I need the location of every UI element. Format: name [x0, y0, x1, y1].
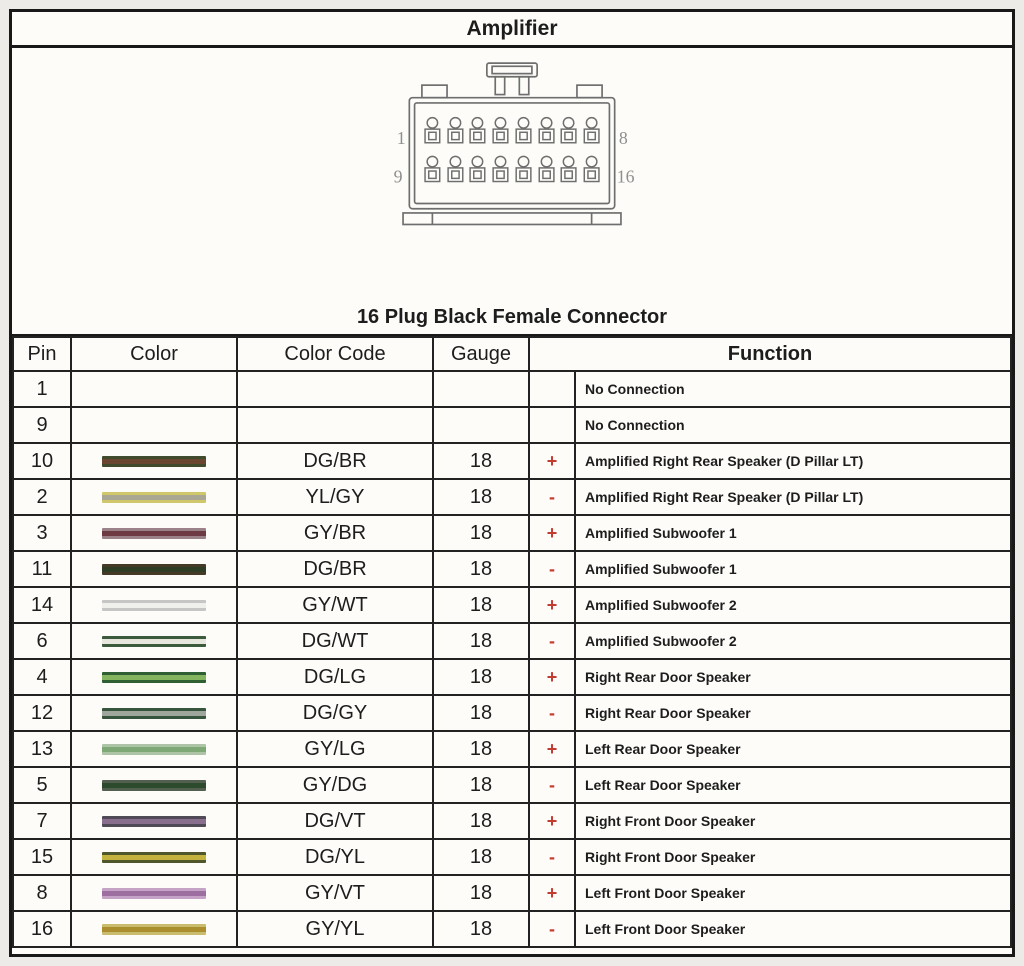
table-row [13, 371, 1011, 407]
pin-number: 6 [13, 623, 71, 659]
gauge-value: 18 [433, 839, 529, 875]
polarity-sign: - [529, 911, 575, 947]
table-row [13, 803, 1011, 839]
pin-number: 3 [13, 515, 71, 551]
table-row [13, 731, 1011, 767]
table-row [13, 407, 1011, 443]
pin-label-9: 9 [393, 166, 403, 187]
color-code: GY/VT [237, 875, 433, 911]
function-label: Left Rear Door Speaker [575, 731, 1011, 767]
color-code: GY/WT [237, 587, 433, 623]
pin-number: 4 [13, 659, 71, 695]
gauge-value: 18 [433, 659, 529, 695]
wire-color-swatch [102, 600, 206, 611]
gauge-value: 18 [433, 911, 529, 947]
table-row [13, 911, 1011, 947]
wire-color-cell [71, 371, 237, 407]
header-row [13, 337, 1011, 371]
color-code: DG/WT [237, 623, 433, 659]
wire-color-cell [71, 695, 237, 731]
connector-section [12, 48, 1012, 336]
pin-label-1: 1 [396, 127, 406, 148]
color-code [237, 371, 433, 407]
table-row [13, 587, 1011, 623]
wire-color-swatch [102, 888, 206, 899]
wire-color-swatch [102, 852, 206, 863]
table-row [13, 767, 1011, 803]
color-code: DG/VT [237, 803, 433, 839]
table-row [13, 659, 1011, 695]
color-code: DG/LG [237, 659, 433, 695]
color-code: GY/LG [237, 731, 433, 767]
wire-color-swatch [102, 492, 206, 503]
pin-number: 12 [13, 695, 71, 731]
connector-caption: 16 Plug Black Female Connector [356, 306, 668, 328]
wire-color-swatch [102, 708, 206, 719]
wire-color-cell [71, 479, 237, 515]
wire-color-swatch [102, 564, 206, 575]
pin-number: 2 [13, 479, 71, 515]
color-code: GY/DG [237, 767, 433, 803]
amplifier-title: Amplifier [12, 12, 1012, 48]
pinout-table [12, 336, 1012, 948]
polarity-sign: + [529, 731, 575, 767]
table-row [13, 443, 1011, 479]
wire-color-swatch [102, 780, 206, 791]
table-row [13, 839, 1011, 875]
polarity-sign: + [529, 587, 575, 623]
connector-diagram [386, 60, 638, 236]
function-label: Left Front Door Speaker [575, 911, 1011, 947]
polarity-sign [529, 371, 575, 407]
wire-color-swatch [102, 816, 206, 827]
function-label: Amplified Subwoofer 2 [575, 623, 1011, 659]
table-row [13, 623, 1011, 659]
color-code: DG/YL [237, 839, 433, 875]
function-label: Right Front Door Speaker [575, 803, 1011, 839]
color-code: DG/BR [237, 551, 433, 587]
pin-number: 15 [13, 839, 71, 875]
pin-number: 5 [13, 767, 71, 803]
wire-color-cell [71, 551, 237, 587]
function-label: No Connection [575, 407, 1011, 443]
header-gauge: Gauge [433, 337, 529, 371]
color-code: DG/BR [237, 443, 433, 479]
function-label: Amplified Right Rear Speaker (D Pillar LT) [575, 443, 1011, 479]
wire-color-swatch [102, 528, 206, 539]
gauge-value: 18 [433, 587, 529, 623]
polarity-sign [529, 407, 575, 443]
header-color-code: Color Code [237, 337, 433, 371]
polarity-sign: + [529, 659, 575, 695]
function-label: Amplified Subwoofer 1 [575, 551, 1011, 587]
table-row [13, 695, 1011, 731]
polarity-sign: + [529, 803, 575, 839]
pin-number: 14 [13, 587, 71, 623]
function-label: Right Front Door Speaker [575, 839, 1011, 875]
gauge-value: 18 [433, 479, 529, 515]
color-code [237, 407, 433, 443]
pin-number: 1 [13, 371, 71, 407]
polarity-sign: + [529, 875, 575, 911]
wire-color-cell [71, 803, 237, 839]
polarity-sign: - [529, 479, 575, 515]
polarity-sign: - [529, 767, 575, 803]
polarity-sign: + [529, 443, 575, 479]
wire-color-swatch [102, 636, 206, 647]
pin-number: 11 [13, 551, 71, 587]
wiring-diagram-sheet [9, 9, 1015, 957]
connector-body [403, 63, 621, 224]
color-code: YL/GY [237, 479, 433, 515]
wire-color-cell [71, 623, 237, 659]
pin-number: 16 [13, 911, 71, 947]
gauge-value: 18 [433, 695, 529, 731]
wire-color-cell [71, 587, 237, 623]
color-code: GY/BR [237, 515, 433, 551]
gauge-value: 18 [433, 443, 529, 479]
table-row [13, 479, 1011, 515]
pin-label-16: 16 [616, 166, 635, 187]
color-code: GY/YL [237, 911, 433, 947]
gauge-value: 18 [433, 767, 529, 803]
polarity-sign: - [529, 623, 575, 659]
function-label: Amplified Subwoofer 1 [575, 515, 1011, 551]
gauge-value: 18 [433, 551, 529, 587]
gauge-value: 18 [433, 515, 529, 551]
wire-color-cell [71, 515, 237, 551]
color-code: DG/GY [237, 695, 433, 731]
gauge-value: 18 [433, 875, 529, 911]
function-label: Right Rear Door Speaker [575, 695, 1011, 731]
pin-number: 9 [13, 407, 71, 443]
pin-number: 10 [13, 443, 71, 479]
wire-color-swatch [102, 924, 206, 935]
gauge-value [433, 407, 529, 443]
header-pin: Pin [13, 337, 71, 371]
function-label: Left Front Door Speaker [575, 875, 1011, 911]
wire-color-cell [71, 875, 237, 911]
gauge-value: 18 [433, 623, 529, 659]
wire-color-cell [71, 443, 237, 479]
wire-color-cell [71, 659, 237, 695]
wire-color-cell [71, 731, 237, 767]
table-row [13, 515, 1011, 551]
polarity-sign: + [529, 515, 575, 551]
polarity-sign: - [529, 839, 575, 875]
wire-color-cell [71, 407, 237, 443]
function-label: Right Rear Door Speaker [575, 659, 1011, 695]
wire-color-swatch [102, 672, 206, 683]
function-label: No Connection [575, 371, 1011, 407]
wire-color-swatch [102, 456, 206, 467]
polarity-sign: - [529, 695, 575, 731]
pin-number: 7 [13, 803, 71, 839]
connector-pins [425, 118, 599, 182]
gauge-value: 18 [433, 803, 529, 839]
function-label: Amplified Right Rear Speaker (D Pillar LT) [575, 479, 1011, 515]
wire-color-cell [71, 839, 237, 875]
function-label: Amplified Subwoofer 2 [575, 587, 1011, 623]
pin-number: 8 [13, 875, 71, 911]
wire-color-swatch [102, 744, 206, 755]
polarity-sign: - [529, 551, 575, 587]
wire-color-cell [71, 767, 237, 803]
function-label: Left Rear Door Speaker [575, 767, 1011, 803]
pin-label-8: 8 [618, 127, 628, 148]
pin-number: 13 [13, 731, 71, 767]
gauge-value: 18 [433, 731, 529, 767]
header-function: Function [529, 337, 1011, 371]
wire-color-cell [71, 911, 237, 947]
gauge-value [433, 371, 529, 407]
header-color: Color [71, 337, 237, 371]
table-row [13, 551, 1011, 587]
table-row [13, 875, 1011, 911]
